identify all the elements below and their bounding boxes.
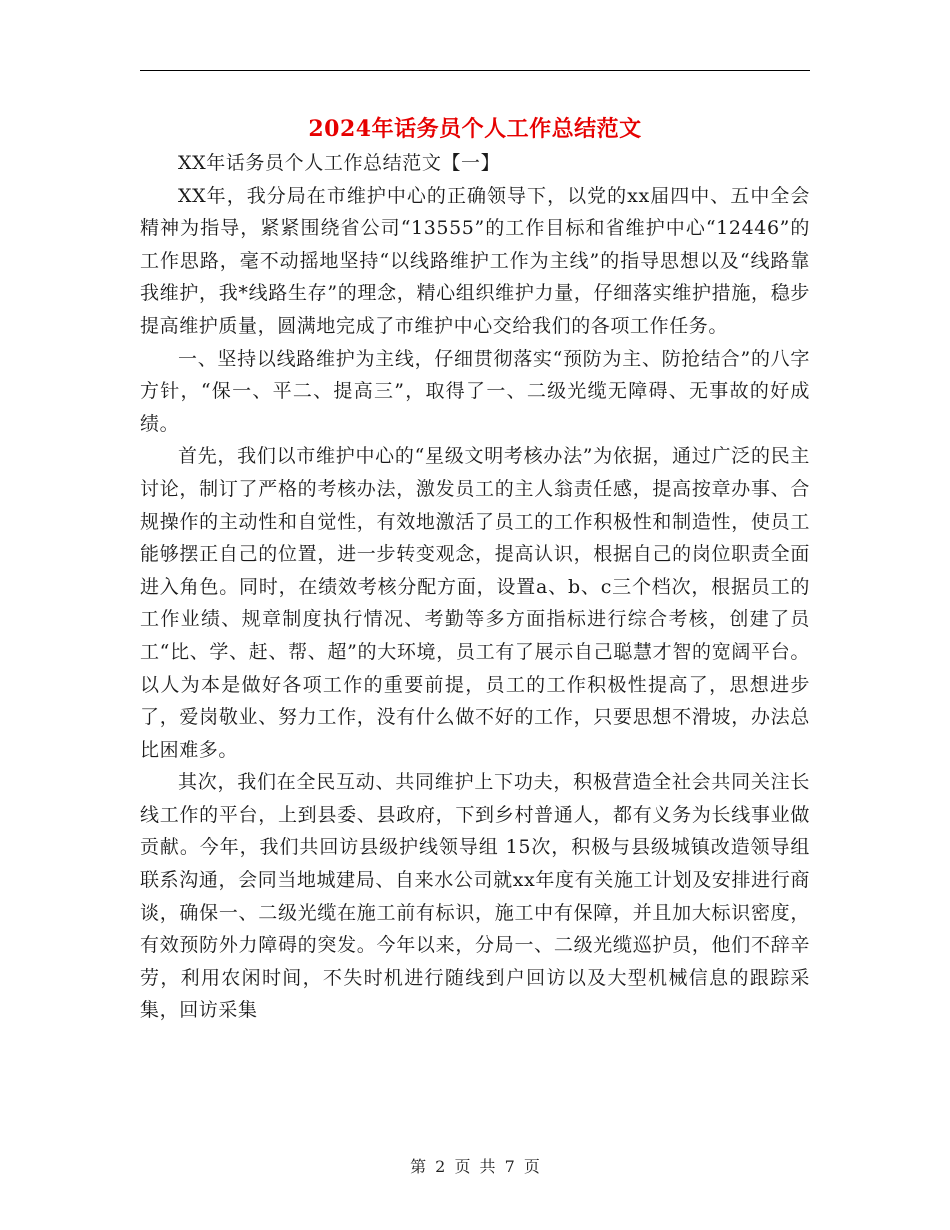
document-title: 2024年话务员个人工作总结范文: [308, 116, 642, 142]
paragraph: 一、坚持以线路维护为主线，仔细贯彻落实“预防为主、防抢结合”的八字方针，“保一、平二、提高三”，取得了一、二级光缆无障碍、无事故的好成绩。: [140, 347, 810, 435]
paragraph: 其次，我们在全民互动、共同维护上下功夫，积极营造全社会共同关注长线工作的平台，上到县委、县政府，下到乡村普通人，都有义务为长线事业做贡献。今年，我们共回访县级护线领导组 15次，积极与县级城镇改造领导组联系沟通，会同当地城建局、自来水公司就xx年度有关施工计划及安排进行商谈，确保一、二级光缆在施工前有标识，施工中有保障，并且加大标识密度，有效预防外力障碍的突发。今年以来，分局一、二级光缆巡护员，他们不辞辛劳，利用农闲时间，不失时机进行随线到户回访以及大型机械信息的跟踪采集，回访采集: [140, 771, 810, 1022]
paragraph: XX年话务员个人工作总结范文【一】: [178, 152, 501, 174]
page-footer: 第 2 页 共 7 页: [410, 1157, 540, 1176]
paragraph: 首先，我们以市维护中心的“星级文明考核办法”为依据，通过广泛的民主讨论，制订了严格的考核办法，激发员工的主人翁责任感，提高按章办事、合规操作的主动性和自觉性，有效地激活了员工的工作积极性和制造性，使员工能够摆正自己的位置，进一步转变观念，提高认识，根据自己的岗位职责全面进入角色。同时，在绩效考核分配方面，设置a、b、c三个档次，根据员工的工作业绩、规章制度执行情况、考勤等多方面指标进行综合考核，创建了员工“比、学、赶、帮、超”的大环境，员工有了展示自己聪慧才智的宽阔平台。以人为本是做好各项工作的重要前提，员工的工作积极性提高了，思想进步了，爱岗敬业、努力工作，没有什么做不好的工作，只要思想不滑坡，办法总比困难多。: [140, 445, 810, 761]
header-rule: [140, 70, 810, 71]
document-body: [140, 147, 810, 1027]
paragraph: XX年，我分局在市维护中心的正确领导下，以党的xx届四中、五中全会精神为指导，紧紧围绕省公司“13555”的工作目标和省维护中心“12446”的工作思路，毫不动摇地坚持“以线路维护工作为主线”的指导思想以及“线路靠我维护，我*线路生存”的理念，精心组织维护力量，仔细落实维护措施，稳步提高维护质量，圆满地完成了市维护中心交给我们的各项工作任务。: [140, 184, 810, 337]
